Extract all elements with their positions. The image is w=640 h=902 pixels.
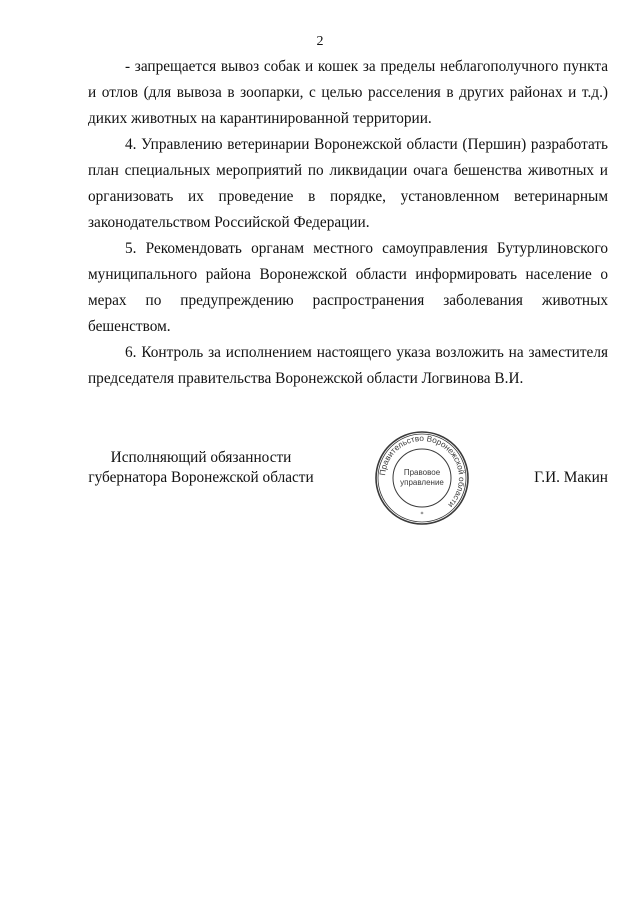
signatory-name: Г.И. Макин xyxy=(534,469,608,486)
signatory-title xyxy=(86,448,316,488)
paragraph-veterinary-plan: 4. Управлению ветеринарии Воронежской области (Першин) разработать план специальных мероприятий по ликвидации очага бешенства животных и организовать их проведение в порядке, установленном ветеринарным законодательством Российской Федерации. xyxy=(88,136,608,231)
official-stamp xyxy=(372,428,472,528)
stamp-center-line1: Правовое xyxy=(403,468,441,477)
stamp-seal-icon xyxy=(372,428,472,528)
stamp-center-line2: управление xyxy=(400,478,444,487)
stamp-star-icon: * xyxy=(420,511,424,518)
paragraph-export-ban: - запрещается вывоз собак и кошек за пределы неблагополучного пункта и отлов (для вывоза в зоопарки, с целью расселения в других районах и т.д.) диких животных на карантинированной территории. xyxy=(88,58,608,127)
document-body xyxy=(88,54,608,392)
paragraph-local-government: 5. Рекомендовать органам местного самоуправления Бутурлиновского муниципального района Воронежской области информировать население о мерах по предупреждению распространения заболевания животных бешенством. xyxy=(88,240,608,335)
signatory-title-line1: Исполняющий обязанности xyxy=(110,449,292,466)
paragraph-control: 6. Контроль за исполнением настоящего указа возложить на заместителя председателя правительства Воронежской области Логвинова В.И. xyxy=(88,344,608,387)
stamp-ring-text: Правительство Воронежской области xyxy=(378,433,467,510)
page-number: 2 xyxy=(316,34,324,49)
signatory-title-line2: губернатора Воронежской области xyxy=(88,469,314,486)
